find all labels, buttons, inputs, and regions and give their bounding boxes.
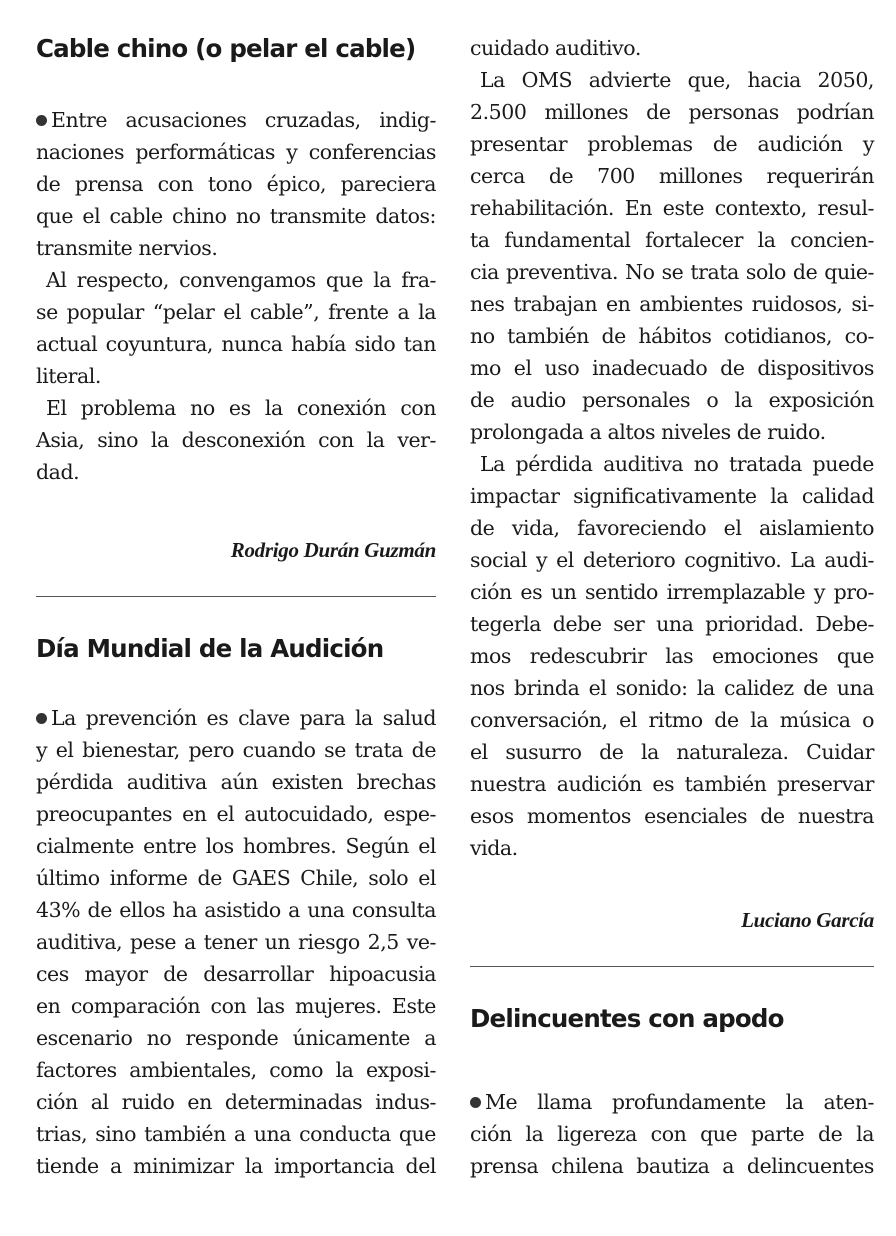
section-divider <box>36 596 436 597</box>
bullet-icon <box>36 713 47 724</box>
article-line: y el bienestar, pero cuando se trata de <box>36 738 436 762</box>
article-line: 2.500 millones de personas podrían <box>470 100 874 124</box>
article-line: impactar significativamente la calidad <box>470 484 874 508</box>
article-line: La pérdida auditiva no tratada puede <box>480 452 874 476</box>
article-line: naciones performáticas y conferencias <box>36 140 436 164</box>
article-line: ción es un sentido irremplazable y pro- <box>470 580 874 604</box>
article-line: La prevención es clave para la salud <box>36 702 436 734</box>
article-line: Me llama profundamente la aten- <box>470 1086 874 1118</box>
article-line: literal. <box>36 364 101 388</box>
article-line: no también de hábitos cotidianos, co- <box>470 324 874 348</box>
article-line: ta fundamental fortalecer la concien- <box>470 228 874 252</box>
article-line: cerca de 700 millones requerirán <box>470 164 874 188</box>
section-divider <box>470 966 874 967</box>
article-line: el susurro de la naturaleza. Cuidar <box>470 740 874 764</box>
article-line: ces mayor de desarrollar hipoacusia <box>36 962 436 986</box>
article-line: nuestra audición es también preservar <box>470 772 874 796</box>
article-line: cia preventiva. No se trata solo de quie- <box>470 260 874 284</box>
article-line: cialmente entre los hombres. Según el <box>36 834 436 858</box>
article-author: Rodrigo Durán Guzmán <box>230 538 436 562</box>
article-line: factores ambientales, como la exposi- <box>36 1058 436 1082</box>
article-line: esos momentos esenciales de nuestra <box>470 804 874 828</box>
article-line: La OMS advierte que, hacia 2050, <box>480 68 874 92</box>
article-line: tegerla debe ser una prioridad. Debe- <box>470 612 874 636</box>
article-line: transmite nervios. <box>36 236 218 260</box>
article-line: preocupantes en el autocuidado, espe- <box>36 802 436 826</box>
bullet-icon <box>36 115 47 126</box>
article-line: se popular “pelar el cable”, frente a la <box>36 300 436 324</box>
article-heading-dia-mundial: Día Mundial de la Audición <box>36 634 384 663</box>
article-line: Al respecto, convengamos que la fra- <box>46 268 436 292</box>
article-heading-delincuentes: Delincuentes con apodo <box>470 1004 784 1033</box>
article-line: último informe de GAES Chile, solo el <box>36 866 436 890</box>
article-line: de vida, favoreciendo el aislamiento <box>470 516 874 540</box>
article-line: nos brinda el sonido: la calidez de una <box>470 676 874 700</box>
article-line: dad. <box>36 460 80 484</box>
article-author: Luciano García <box>741 908 874 932</box>
article-line: presentar problemas de audición y <box>470 132 874 156</box>
article-line: Entre acusaciones cruzadas, indig- <box>36 104 436 136</box>
article-line: mo el uso inadecuado de dispositivos <box>470 356 874 380</box>
article-line: prolongada a altos niveles de ruido. <box>470 420 826 444</box>
article-line: ción al ruido en determinadas indus- <box>36 1090 436 1114</box>
article-line: pérdida auditiva aún existen brechas <box>36 770 436 794</box>
article-line: El problema no es la conexión con <box>46 396 436 420</box>
article-line: mos redescubrir las emociones que <box>470 644 874 668</box>
article-line: prensa chilena bautiza a delincuentes <box>470 1154 874 1178</box>
article-line: nes trabajan en ambientes ruidosos, si- <box>470 292 874 316</box>
article-line: de prensa con tono épico, pareciera <box>36 172 436 196</box>
article-line: Asia, sino la desconexión con la ver- <box>36 428 436 452</box>
article-line: conversación, el ritmo de la música o <box>470 708 874 732</box>
article-line: escenario no responde únicamente a <box>36 1026 436 1050</box>
article-line: rehabilitación. En este contexto, resul- <box>470 196 874 220</box>
article-line: que el cable chino no transmite datos: <box>36 204 436 228</box>
article-line: 43% de ellos ha asistido a una consulta <box>36 898 436 922</box>
article-heading-cable-chino: Cable chino (o pelar el cable) <box>36 34 416 63</box>
article-line: social y el deterioro cognitivo. La audi- <box>470 548 874 572</box>
article-line: actual coyuntura, nunca había sido tan <box>36 332 436 356</box>
article-line: auditiva, pese a tener un riesgo 2,5 ve- <box>36 930 436 954</box>
article-line: vida. <box>470 836 518 860</box>
bullet-icon <box>470 1097 481 1108</box>
article-line: de audio personales o la exposición <box>470 388 874 412</box>
article-line: cuidado auditivo. <box>470 36 641 60</box>
article-line: tiende a minimizar la importancia del <box>36 1154 436 1178</box>
article-line: ción la ligereza con que parte de la <box>470 1122 874 1146</box>
article-line: en comparación con las mujeres. Este <box>36 994 436 1018</box>
article-line: trias, sino también a una conducta que <box>36 1122 436 1146</box>
